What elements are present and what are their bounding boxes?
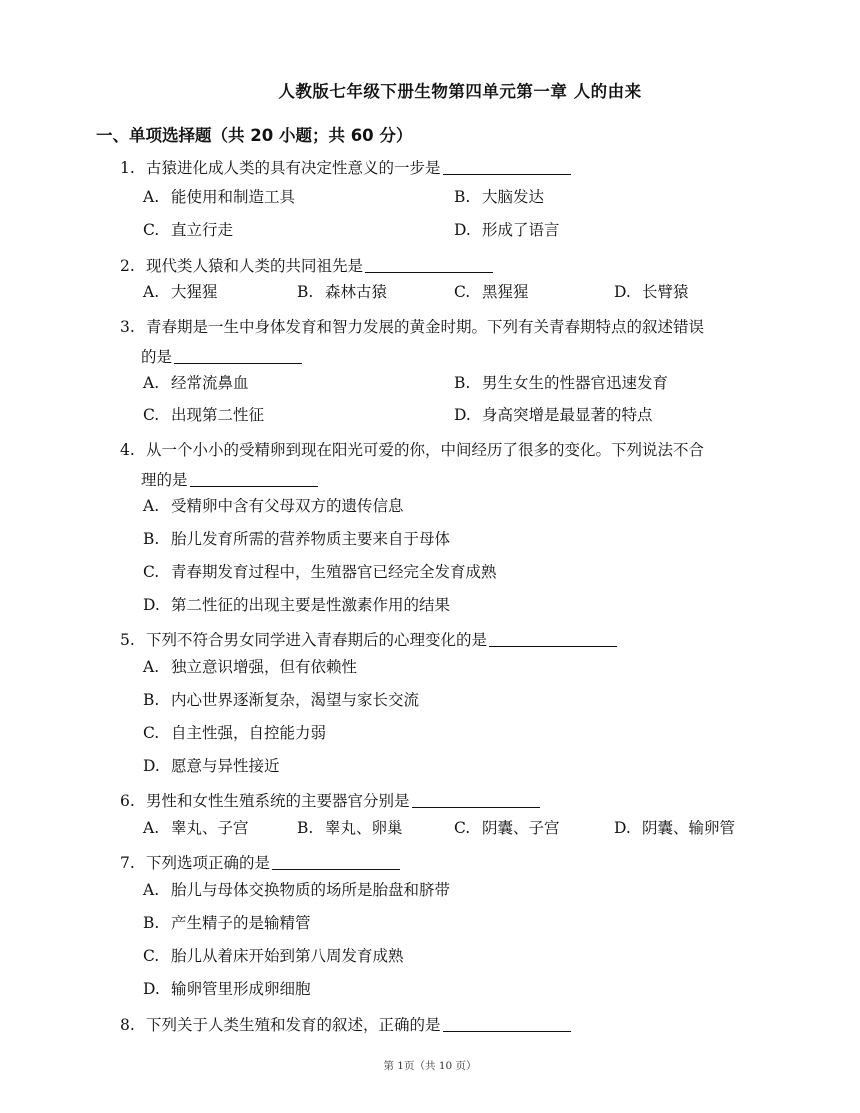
question-text: 下列关于人类生殖和发育的叙述，正确的是 — [146, 1016, 441, 1034]
question-2 — [120, 250, 770, 283]
option-b — [454, 373, 668, 393]
option-a — [143, 373, 249, 393]
option-d — [454, 405, 653, 425]
option-letter: C. — [143, 406, 160, 424]
option-text: 受精卵中含有父母双方的遗传信息 — [171, 497, 404, 515]
option-b — [297, 282, 387, 302]
option-letter: A. — [143, 881, 160, 899]
question-6 — [120, 785, 770, 818]
option-text: 直立行走 — [171, 221, 234, 239]
option-text: 胎儿发育所需的营养物质主要来自于母体 — [171, 530, 451, 548]
question-1 — [120, 152, 770, 185]
option-text: 胎儿与母体交换物质的场所是胎盘和脐带 — [171, 881, 451, 899]
option-c — [454, 282, 529, 302]
option-d — [454, 220, 560, 240]
option-letter: B. — [454, 188, 471, 206]
option-d — [614, 818, 735, 838]
option-text: 大猩猩 — [171, 283, 218, 301]
option-c — [143, 946, 404, 966]
question-7 — [120, 847, 770, 880]
question-number: 5. — [120, 631, 135, 649]
question-number: 3. — [120, 318, 135, 336]
option-letter: A. — [143, 374, 160, 392]
option-letter: C. — [454, 283, 471, 301]
option-a — [143, 818, 249, 838]
question-3 — [120, 311, 770, 344]
option-text: 愿意与异性接近 — [171, 757, 280, 775]
option-text: 青春期发育过程中，生殖器官已经完全发育成熟 — [171, 563, 497, 581]
option-a — [143, 496, 404, 516]
option-letter: D. — [614, 283, 631, 301]
option-letter: B. — [143, 691, 160, 709]
option-a — [143, 657, 357, 677]
answer-blank[interactable] — [174, 345, 302, 364]
option-text: 产生精子的是输精管 — [171, 914, 311, 932]
question-text-continued: 的是 — [141, 348, 173, 366]
option-b — [297, 818, 403, 838]
option-text: 输卵管里形成卵细胞 — [171, 980, 311, 998]
option-letter: B. — [297, 283, 314, 301]
option-letter: C. — [143, 947, 160, 965]
option-text: 自主性强，自控能力弱 — [171, 724, 327, 742]
question-text: 下列不符合男女同学进入青春期后的心理变化的是 — [146, 631, 488, 649]
option-letter: C. — [143, 221, 160, 239]
option-c — [143, 723, 326, 743]
option-text: 阴囊、子宫 — [482, 819, 560, 837]
option-text: 形成了语言 — [482, 221, 560, 239]
option-b — [143, 529, 450, 549]
option-letter: A. — [143, 188, 160, 206]
option-d — [143, 595, 450, 615]
answer-blank[interactable] — [489, 628, 617, 647]
answer-blank[interactable] — [190, 468, 318, 487]
option-text: 睾丸、卵巢 — [325, 819, 403, 837]
option-b — [454, 187, 544, 207]
option-d — [143, 979, 311, 999]
option-text: 胎儿从着床开始到第八周发育成熟 — [171, 947, 404, 965]
option-text: 大脑发达 — [482, 188, 545, 206]
answer-blank[interactable] — [412, 789, 540, 808]
answer-blank[interactable] — [365, 254, 493, 273]
section-heading: 一、单项选择题（共 20 小题；共 60 分） — [96, 126, 413, 145]
option-text: 出现第二性征 — [171, 406, 265, 424]
question-text: 现代类人猿和人类的共同祖先是 — [146, 257, 364, 275]
option-letter: C. — [454, 819, 471, 837]
question-text: 下列选项正确的是 — [146, 854, 271, 872]
option-d — [143, 756, 280, 776]
question-3-continued — [141, 341, 791, 374]
option-b — [143, 913, 311, 933]
question-text-continued: 理的是 — [141, 471, 188, 489]
page-title: 人教版七年级下册生物第四单元第一章 人的由来 — [278, 82, 642, 101]
option-letter: C. — [143, 724, 160, 742]
option-text: 男生女生的性器官迅速发育 — [482, 374, 669, 392]
option-text: 森林古猿 — [325, 283, 388, 301]
option-b — [143, 690, 419, 710]
option-text: 经常流鼻血 — [171, 374, 249, 392]
option-c — [454, 818, 560, 838]
option-text: 第二性征的出现主要是性激素作用的结果 — [171, 596, 451, 614]
option-d — [614, 282, 689, 302]
option-c — [143, 220, 233, 240]
answer-blank[interactable] — [443, 156, 571, 175]
option-letter: A. — [143, 283, 160, 301]
option-text: 能使用和制造工具 — [171, 188, 296, 206]
question-text: 男性和女性生殖系统的主要器官分别是 — [146, 792, 410, 810]
option-letter: B. — [143, 530, 160, 548]
question-number: 6. — [120, 792, 135, 810]
question-5 — [120, 624, 770, 657]
option-text: 黑猩猩 — [482, 283, 529, 301]
question-number: 7. — [120, 854, 135, 872]
question-number: 8. — [120, 1016, 135, 1034]
option-letter: D. — [143, 757, 160, 775]
option-text: 独立意识增强，但有依赖性 — [171, 658, 358, 676]
option-letter: B. — [143, 914, 160, 932]
option-c — [143, 562, 497, 582]
option-letter: D. — [614, 819, 631, 837]
option-text: 内心世界逐渐复杂，渴望与家长交流 — [171, 691, 420, 709]
page-footer: 第 1页（共 10 页） — [383, 1060, 477, 1072]
option-letter: A. — [143, 658, 160, 676]
option-letter: D. — [454, 406, 471, 424]
option-letter: D. — [143, 980, 160, 998]
option-letter: B. — [454, 374, 471, 392]
option-letter: D. — [143, 596, 160, 614]
question-4 — [120, 434, 770, 467]
question-number: 2. — [120, 257, 135, 275]
question-number: 1. — [120, 159, 135, 177]
option-text: 阴囊、输卵管 — [642, 819, 736, 837]
option-letter: A. — [143, 819, 160, 837]
option-letter: C. — [143, 563, 160, 581]
question-text: 从一个小小的受精卵到现在阳光可爱的你，中间经历了很多的变化。下列说法不合 — [146, 441, 705, 459]
option-text: 长臂猿 — [642, 283, 689, 301]
question-text: 青春期是一生中身体发育和智力发展的黄金时期。下列有关青春期特点的叙述错误 — [146, 318, 705, 336]
option-letter: D. — [454, 221, 471, 239]
option-text: 睾丸、子宫 — [171, 819, 249, 837]
option-c — [143, 405, 264, 425]
option-letter: A. — [143, 497, 160, 515]
answer-blank[interactable] — [272, 851, 400, 870]
question-number: 4. — [120, 441, 135, 459]
answer-blank[interactable] — [443, 1013, 571, 1032]
question-4-continued — [141, 464, 791, 497]
question-text: 古猿进化成人类的具有决定性意义的一步是 — [146, 159, 441, 177]
option-a — [143, 880, 450, 900]
option-a — [143, 187, 295, 207]
option-text: 身高突增是最显著的特点 — [482, 406, 653, 424]
option-a — [143, 282, 218, 302]
question-8 — [120, 1009, 770, 1042]
option-letter: B. — [297, 819, 314, 837]
